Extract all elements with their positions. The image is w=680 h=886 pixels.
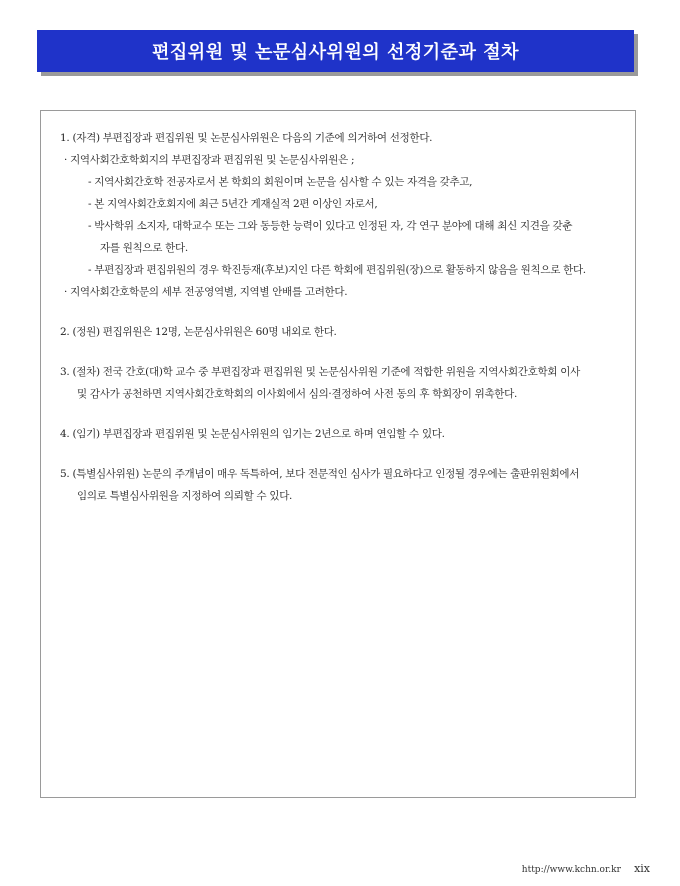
page-number: xix — [634, 862, 650, 875]
section-1-bullet-2: · 지역사회간호학문의 세부 전공영역별, 지역별 안배를 고려한다. — [64, 286, 348, 298]
section-1-dash-3-cont: 자를 원칙으로 한다. — [100, 242, 188, 254]
section-1-dash-3: - 박사학위 소지자, 대학교수 또는 그와 동등한 능력이 있다고 인정된 자, 각 연구 분야에 대해 최신 지견을 갖춘 — [88, 220, 573, 232]
page-title: 편집위원 및 논문심사위원의 선정기준과 절차 — [152, 42, 519, 63]
section-1-dash-4: - 부편집장과 편집위원의 경우 학진등재(후보)지인 다른 학회에 편집위원(장)으로 활동하지 않음을 원칙으로 한다. — [88, 264, 586, 276]
section-1-dash-1: - 지역사회간호학 전공자로서 본 학회의 회원이며 논문을 심사할 수 있는 자격을 갖추고, — [88, 176, 473, 188]
section-2: 2. (정원) 편집위원은 12명, 논문심사위원은 60명 내외로 한다. — [60, 326, 337, 338]
section-1-bullet-1: · 지역사회간호학회지의 부편집장과 편집위원 및 논문심사위원은 ; — [64, 154, 355, 166]
section-1-dash-2: - 본 지역사회간호회지에 최근 5년간 게재실적 2편 이상인 자로서, — [88, 198, 378, 210]
content-text — [60, 127, 620, 507]
page-footer — [522, 862, 650, 875]
section-4: 4. (임기) 부편집장과 편집위원 및 논문심사위원의 임기는 2년으로 하며 연임할 수 있다. — [60, 428, 445, 440]
section-3-line-2: 및 감사가 공천하면 지역사회간호학회의 이사회에서 심의·결정하여 사전 동의 후 학회장이 위촉한다. — [77, 388, 518, 400]
section-3-line-1: 3. (절차) 전국 간호(대)학 교수 중 부편집장과 편집위원 및 논문심사위원 기준에 적합한 위원을 지역사회간호학회 이사 — [60, 366, 580, 378]
footer-url: http://www.kchn.or.kr — [521, 865, 621, 875]
title-banner — [37, 30, 638, 74]
section-1-heading: 1. (자격) 부편집장과 편집위원 및 논문심사위원은 다음의 기준에 의거하여 선정한다. — [60, 132, 433, 144]
banner-face — [37, 30, 634, 72]
section-5-line-2: 임의로 특별심사위원을 지정하여 의뢰할 수 있다. — [77, 490, 293, 502]
section-5-line-1: 5. (특별심사위원) 논문의 주개념이 매우 독특하여, 보다 전문적인 심사가 필요하다고 인정될 경우에는 출판위원회에서 — [60, 468, 580, 480]
